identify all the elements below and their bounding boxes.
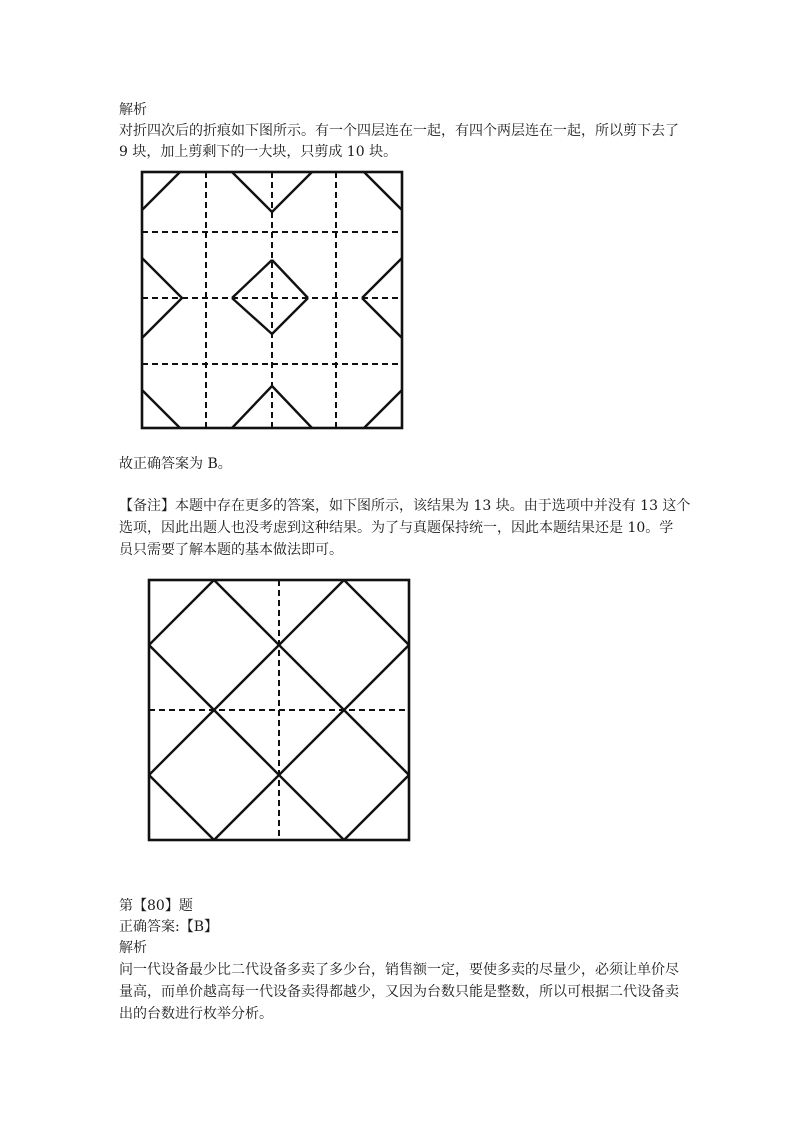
note-line-2: 选项，因此出题人也没考虑到这种结果。为了与真题保持统一，因此本题结果还是 10。学	[119, 520, 674, 536]
fold-crease-figure-2	[145, 576, 415, 850]
q80-paragraph-line-1: 问一代设备最少比二代设备多卖了多少台，销售额一定，要使多卖的尽量少，必须让单价尽	[119, 962, 679, 978]
analysis-paragraph-line-1: 对折四次后的折痕如下图所示。有一个四层连在一起，有四个两层连在一起，所以剪下去了	[119, 123, 679, 139]
fold-crease-diagram-1	[136, 164, 408, 436]
question-title: 第【80】题	[119, 898, 193, 914]
analysis-paragraph-line-2: 9 块，加上剪剩下的一大块，只剪成 10 块。	[119, 144, 398, 160]
cut-lines	[142, 172, 402, 428]
fold-crease-diagram-2	[145, 576, 415, 846]
analysis-heading: 解析	[119, 102, 147, 118]
q80-paragraph-line-2: 量高，而单价越高每一代设备卖得都越少，又因为台数只能是整数，所以可根据二代设备卖	[119, 984, 679, 1000]
note-line-1: 【备注】本题中存在更多的答案，如下图所示，该结果为 13 块。由于选项中并没有 13 这个	[119, 498, 691, 514]
q80-paragraph-line-3: 出的台数进行枚举分析。	[119, 1006, 273, 1022]
fold-crease-figure-1	[136, 164, 408, 440]
correct-answer: 正确答案:【B】	[119, 919, 219, 935]
analysis-heading-q80: 解析	[119, 940, 147, 956]
note-line-3: 员只需要了解本题的基本做法即可。	[119, 542, 343, 558]
conclusion-text: 故正确答案为 B。	[119, 456, 232, 472]
dashed-creases	[149, 580, 409, 840]
